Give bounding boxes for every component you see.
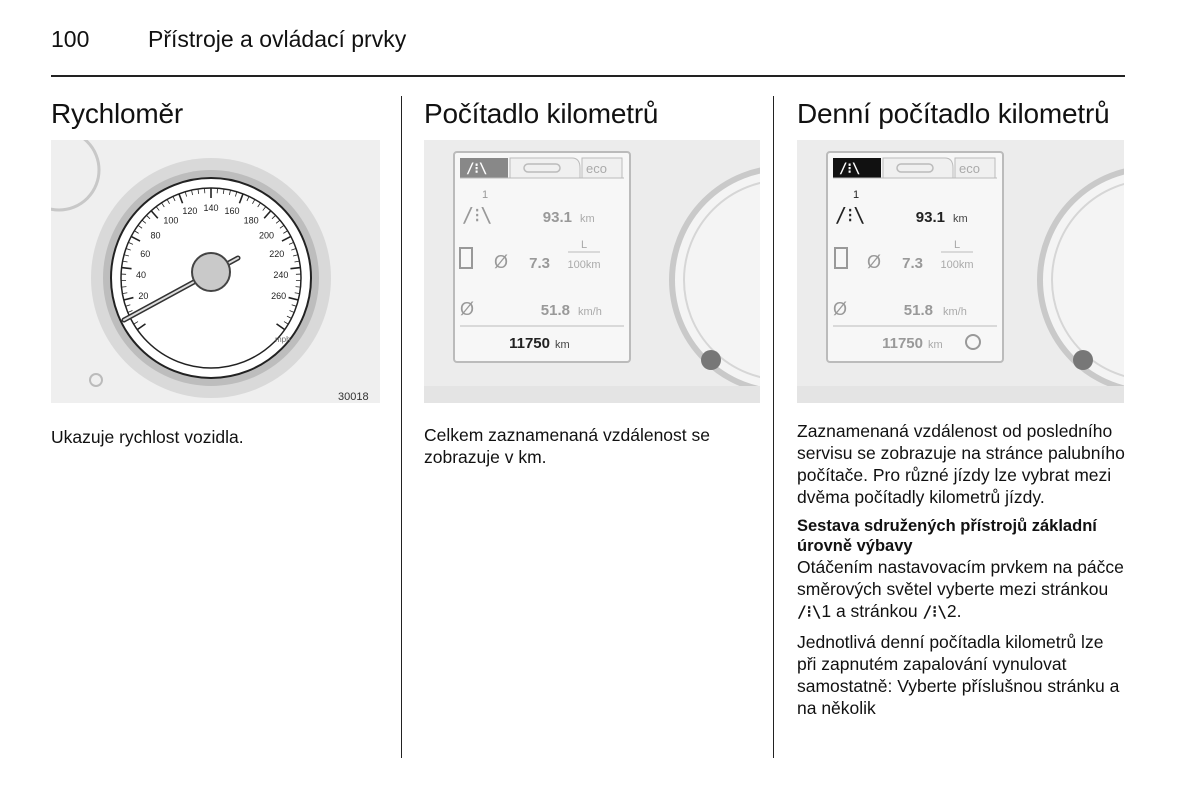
- paragraph-2-text-b: 1 a stránkou: [821, 601, 923, 621]
- speedometer-scale-label: 180: [243, 215, 259, 226]
- trip-index-2: 1: [853, 189, 860, 201]
- svg-text:/⁝\: /⁝\: [462, 203, 493, 227]
- paragraph-2-text-a: Otáčením nastavovacím prvkem na páčce směrových světel vyberte mezi stránkou: [797, 557, 1124, 599]
- trip-page-icon-2: /⁝\: [922, 602, 947, 621]
- odometer-value: 11750: [509, 335, 550, 352]
- speedometer-scale-label: 140: [203, 203, 219, 213]
- trip-odometer-figure: [797, 140, 1124, 403]
- speedometer-text: Ukazuje rychlost vozidla.: [51, 427, 244, 447]
- trip-odometer-display-illustration: [797, 140, 1124, 403]
- speed-value: 51.8: [540, 302, 570, 319]
- svg-text:Ø: Ø: [460, 299, 475, 319]
- speedometer-scale-label: 260: [271, 291, 287, 302]
- speedometer-figure: [51, 140, 380, 403]
- svg-text:Ø: Ø: [494, 252, 509, 272]
- trip-odometer-text: [797, 420, 1127, 727]
- svg-text:Ø: Ø: [867, 252, 882, 272]
- svg-text:/⁝\: /⁝\: [839, 161, 861, 177]
- speedometer-illustration: [51, 140, 380, 403]
- speedometer-scale-label: 200: [259, 230, 275, 241]
- trip-page-icon-1: /⁝\: [797, 602, 822, 621]
- column-trip-odometer: [797, 98, 1127, 130]
- column-divider-1: [401, 96, 402, 758]
- column-divider-2: [773, 96, 774, 758]
- trip-unit: km: [580, 213, 595, 225]
- figure-code: 30018: [338, 391, 369, 403]
- speed-unit-2: km/h: [943, 306, 967, 318]
- tab-eco-2: eco: [959, 161, 980, 176]
- trip-odometer-paragraph-1: Zaznamenaná vzdálenost od posledního servisu se zobrazuje na stránce palubního počítače. Pro různé jízdy lze vybrat mezi dvěma počítadly kilometrů jízdy.: [797, 421, 1125, 507]
- column-speedometer: [51, 98, 381, 130]
- trip-odometer-paragraph-3: Jednotlivá denní počítadla kilometrů lze při zapnutém zapalování vynulovat samostatně: Vyberte příslušnou stránku a na několik: [797, 632, 1120, 718]
- fuel-unit-top-2: L: [953, 239, 961, 251]
- column-odometer: [424, 98, 760, 130]
- odometer-unit: km: [555, 339, 570, 351]
- speedometer-scale-label: 20: [138, 291, 149, 302]
- fuel-unit-bottom-2: 100km: [940, 259, 974, 271]
- speed-unit: km/h: [578, 306, 602, 318]
- speedometer-scale-label: 60: [140, 249, 151, 260]
- odometer-display-illustration: [424, 140, 760, 403]
- odometer-figure: [424, 140, 760, 403]
- speedometer-scale-label: 80: [150, 230, 161, 241]
- odometer-value-2: 11750: [882, 335, 923, 352]
- speedometer-scale-label: 220: [269, 249, 285, 260]
- tab-eco: eco: [586, 161, 607, 176]
- trip-unit-2: km: [953, 213, 968, 225]
- speedometer-scale-label: 240: [273, 269, 289, 280]
- heading-trip-odometer: Denní počítadlo kilometrů: [797, 98, 1110, 129]
- section-title: Přístroje a ovládací prvky: [148, 26, 407, 52]
- fuel-value-2: 7.3: [902, 255, 923, 272]
- header-rule: [51, 75, 1125, 77]
- odometer-unit-2: km: [928, 339, 943, 351]
- heading-speedometer: Rychloměr: [51, 98, 184, 129]
- speedometer-tick: [121, 287, 126, 288]
- speedometer-scale-label: 120: [182, 206, 198, 217]
- trip-value: 93.1: [542, 209, 572, 226]
- svg-text:/⁝\: /⁝\: [466, 161, 488, 177]
- heading-odometer: Počítadlo kilometrů: [424, 98, 659, 129]
- speedometer-scale-label: 160: [224, 206, 240, 217]
- speedometer-mph-label: mph: [275, 335, 291, 344]
- fuel-value: 7.3: [529, 255, 550, 272]
- basic-cluster-subheading: Sestava sdružených přístrojů základní úrovně výbavy: [797, 517, 1097, 555]
- speedometer-tick: [296, 287, 301, 288]
- page-number: 100: [51, 26, 90, 52]
- odometer-text: Celkem zaznamenaná vzdálenost se zobrazuje v km.: [424, 425, 710, 467]
- svg-text:/⁝\: /⁝\: [835, 203, 866, 227]
- trip-index: 1: [482, 189, 489, 201]
- paragraph-2-text-c: 2.: [946, 601, 962, 621]
- fuel-unit-top: L: [580, 239, 588, 251]
- speed-value-2: 51.8: [903, 302, 933, 319]
- speedometer-scale-label: 40: [136, 269, 147, 280]
- svg-text:Ø: Ø: [833, 299, 848, 319]
- speedometer-scale-label: 100: [163, 215, 179, 226]
- fuel-unit-bottom: 100km: [567, 259, 601, 271]
- trip-value-2: 93.1: [915, 209, 945, 226]
